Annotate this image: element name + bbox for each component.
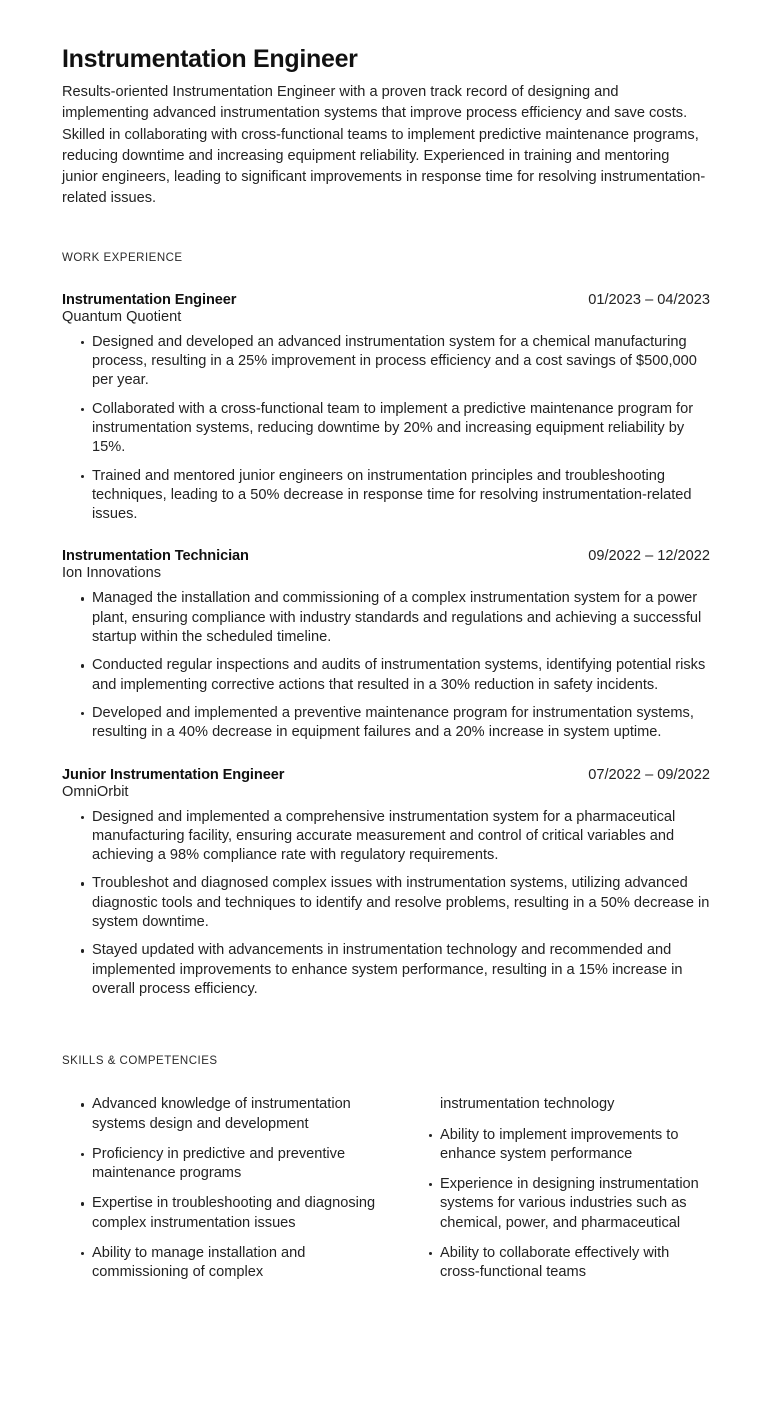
skills-column-left <box>62 1095 386 1293</box>
job-company: OmniOrbit <box>62 783 129 800</box>
job-bullet-list <box>62 808 710 1000</box>
job-dates: 01/2023 – 04/2023 <box>588 291 710 308</box>
job-bullet-list <box>62 333 710 525</box>
job-entry <box>62 548 710 742</box>
section-label-skills: SKILLS & COMPETENCIES <box>62 1055 218 1068</box>
skills-section <box>62 1055 710 1293</box>
job-title: Junior Instrumentation Engineer <box>62 766 285 783</box>
job-title: Instrumentation Engineer <box>62 291 237 308</box>
job-header <box>62 767 710 783</box>
job-company: Quantum Quotient <box>62 308 182 325</box>
job-header <box>62 548 710 564</box>
page-title: Instrumentation Engineer <box>62 45 358 73</box>
job-dates: 09/2022 – 12/2022 <box>588 548 710 565</box>
job-bullet: Conducted regular inspections and audits of instrumentation systems, identifying potential risks and implementing corrective actions that resulted in a 30% reduction in safety incidents. <box>62 656 710 695</box>
skill-item-continuation: instrumentation technology <box>440 1096 615 1113</box>
job-bullet-list <box>62 589 710 742</box>
skills-columns <box>62 1095 710 1293</box>
section-label-work-experience: WORK EXPERIENCE <box>62 251 183 264</box>
skill-list-left <box>62 1095 386 1282</box>
job-bullet: Managed the installation and commissioning of a complex instrumentation system for a power plant, ensuring compliance with industry standards and regulations and achieving a successful startup within the scheduled timeline. <box>62 589 710 647</box>
skill-list-right <box>410 1095 710 1282</box>
work-experience-list <box>62 292 710 999</box>
job-bullet: Designed and implemented a comprehensive instrumentation system for a pharmaceutical manufacturing facility, ensuring accurate measurement and control of critical variables and achieving a 98% compliance rate with regulatory requirements. <box>62 808 710 866</box>
skill-item: Ability to implement improvements to enhance system performance <box>410 1126 710 1165</box>
skill-item: Experience in designing instrumentation systems for various industries such as chemical, power, and pharmaceutical <box>410 1175 710 1233</box>
job-company: Ion Innovations <box>62 565 161 582</box>
skill-item: Ability to collaborate effectively with cross-functional teams <box>410 1244 710 1283</box>
job-bullet: Troubleshot and diagnosed complex issues with instrumentation systems, utilizing advanced diagnostic tools and techniques to identify and resolve problems, resulting in a 50% decrease in system downtime. <box>62 874 710 932</box>
skill-item: Proficiency in predictive and preventive maintenance programs <box>62 1145 386 1184</box>
skill-item: Ability to manage installation and commissioning of complex <box>62 1244 386 1283</box>
skill-item: Advanced knowledge of instrumentation systems design and development <box>62 1095 386 1134</box>
job-dates: 07/2022 – 09/2022 <box>588 766 710 783</box>
job-bullet: Collaborated with a cross-functional team to implement a predictive maintenance program for instrumentation systems, reducing downtime by 20% and increasing equipment reliability by 15%. <box>62 400 710 458</box>
job-header <box>62 292 710 308</box>
job-bullet: Designed and developed an advanced instrumentation system for a chemical manufacturing process, resulting in a 25% improvement in process efficiency and a cost savings of $500,000 per year. <box>62 333 710 391</box>
job-entry <box>62 292 710 525</box>
skill-item: Expertise in troubleshooting and diagnosing complex instrumentation issues <box>62 1194 386 1233</box>
job-entry <box>62 767 710 1000</box>
professional-summary: Results-oriented Instrumentation Engineer with a proven track record of designing and implementing advanced instrumentation systems that improve process efficiency and save costs. Skilled in collaborating with cross-functional teams to implement predictive maintenance programs, reducing downtime and increasing equipment reliability. Experienced in training and mentoring junior engineers, leading to significant improvements in response time for resolving instrumentation-related issues. <box>62 84 706 207</box>
skills-column-right <box>386 1095 710 1293</box>
job-bullet: Trained and mentored junior engineers on instrumentation principles and troubleshooting techniques, leading to a 50% decrease in response time for resolving instrumentation-related issues. <box>62 467 710 525</box>
job-title: Instrumentation Technician <box>62 548 249 565</box>
job-bullet: Stayed updated with advancements in instrumentation technology and recommended and implemented improvements to enhance system performance, resulting in a 15% increase in overall process efficiency. <box>62 941 710 999</box>
job-bullet: Developed and implemented a preventive maintenance program for instrumentation systems, resulting in a 40% decrease in equipment failures and a 20% increase in system uptime. <box>62 704 710 743</box>
